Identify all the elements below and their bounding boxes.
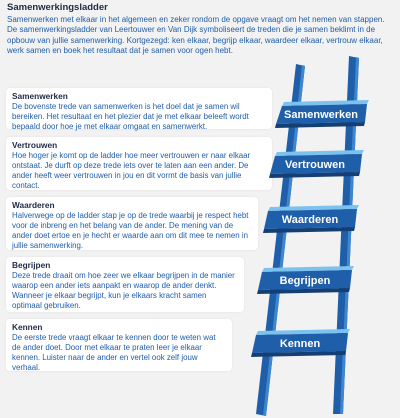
step-label: Waarderen bbox=[281, 214, 339, 226]
step-label: Begrijpen bbox=[279, 275, 331, 287]
card-title: Vertrouwen bbox=[12, 140, 58, 150]
card-text: De eerste trede vraagt elkaar te kennen door te weten wat de ander doet. Door met elkaar te praten leer je elkaar kennen. Luister naar de ander en vertel ook zelf jouw verhaal. bbox=[12, 333, 216, 372]
ladder-step-vertrouwen bbox=[269, 150, 364, 178]
card-title: Kennen bbox=[12, 322, 43, 332]
card-text: Deze trede draait om hoe zeer we elkaar begrijpen in de manier waarop een ander iets aanpakt en waarop de ander denkt. Wanneer je elkaar begrijpt, kun je elkaars kracht samen optimaal gebruiken. bbox=[12, 271, 235, 310]
ladder-step-waarderen bbox=[263, 205, 359, 233]
card-title: Waarderen bbox=[12, 200, 55, 210]
intro-text: Samenwerken met elkaar in het algemeen en zeker rondom de opgave vraagt om het nemen van stappen. De samenwerkingsladder van Leertouwer en Van Dijk symboliseert de treden die je samen beklimt in de opbouw van jullie samenwerking. Kortgezegd: ken elkaar, begrijp elkaar, waardeer elkaar, vertrouw elkaar, werk samen en boek het resultaat dat je samen voor ogen hebt. bbox=[7, 15, 385, 56]
step-label: Samenwerken bbox=[284, 109, 358, 121]
card-title: Samenwerken bbox=[12, 91, 68, 101]
card-text: De bovenste trede van samenwerken is het doel dat je samen wil bereiken. Het resultaat en het plezier dat je met elkaar beleeft wordt bepaald door hoe je met elkaar omgaat en samenwerkt. bbox=[12, 102, 249, 131]
ladder-step-samenwerken bbox=[275, 100, 369, 128]
page-title: Samenwerkingsladder bbox=[7, 2, 108, 13]
ladder-step-kennen bbox=[251, 329, 350, 357]
card-text: Hoe hoger je komt op de ladder hoe meer vertrouwen er naar elkaar ontstaat. Je durft op deze trede iets over te laten aan een ander. De ander heeft weer vertrouwen in jou en dit vormt de basis van jullie contact. bbox=[12, 151, 251, 190]
step-label: Kennen bbox=[279, 338, 321, 350]
card-title: Begrijpen bbox=[12, 260, 51, 270]
card-text: Halverwege op de ladder stap je op de trede waarbij je respect hebt voor de inbreng en het belang van de ander. De mening van de ander doet ertoe en je hecht er waarde aan om dit mee te nemen in jullie samenwerking. bbox=[12, 211, 249, 250]
step-label: Vertrouwen bbox=[285, 159, 345, 171]
ladder-step-begrijpen bbox=[257, 266, 354, 294]
